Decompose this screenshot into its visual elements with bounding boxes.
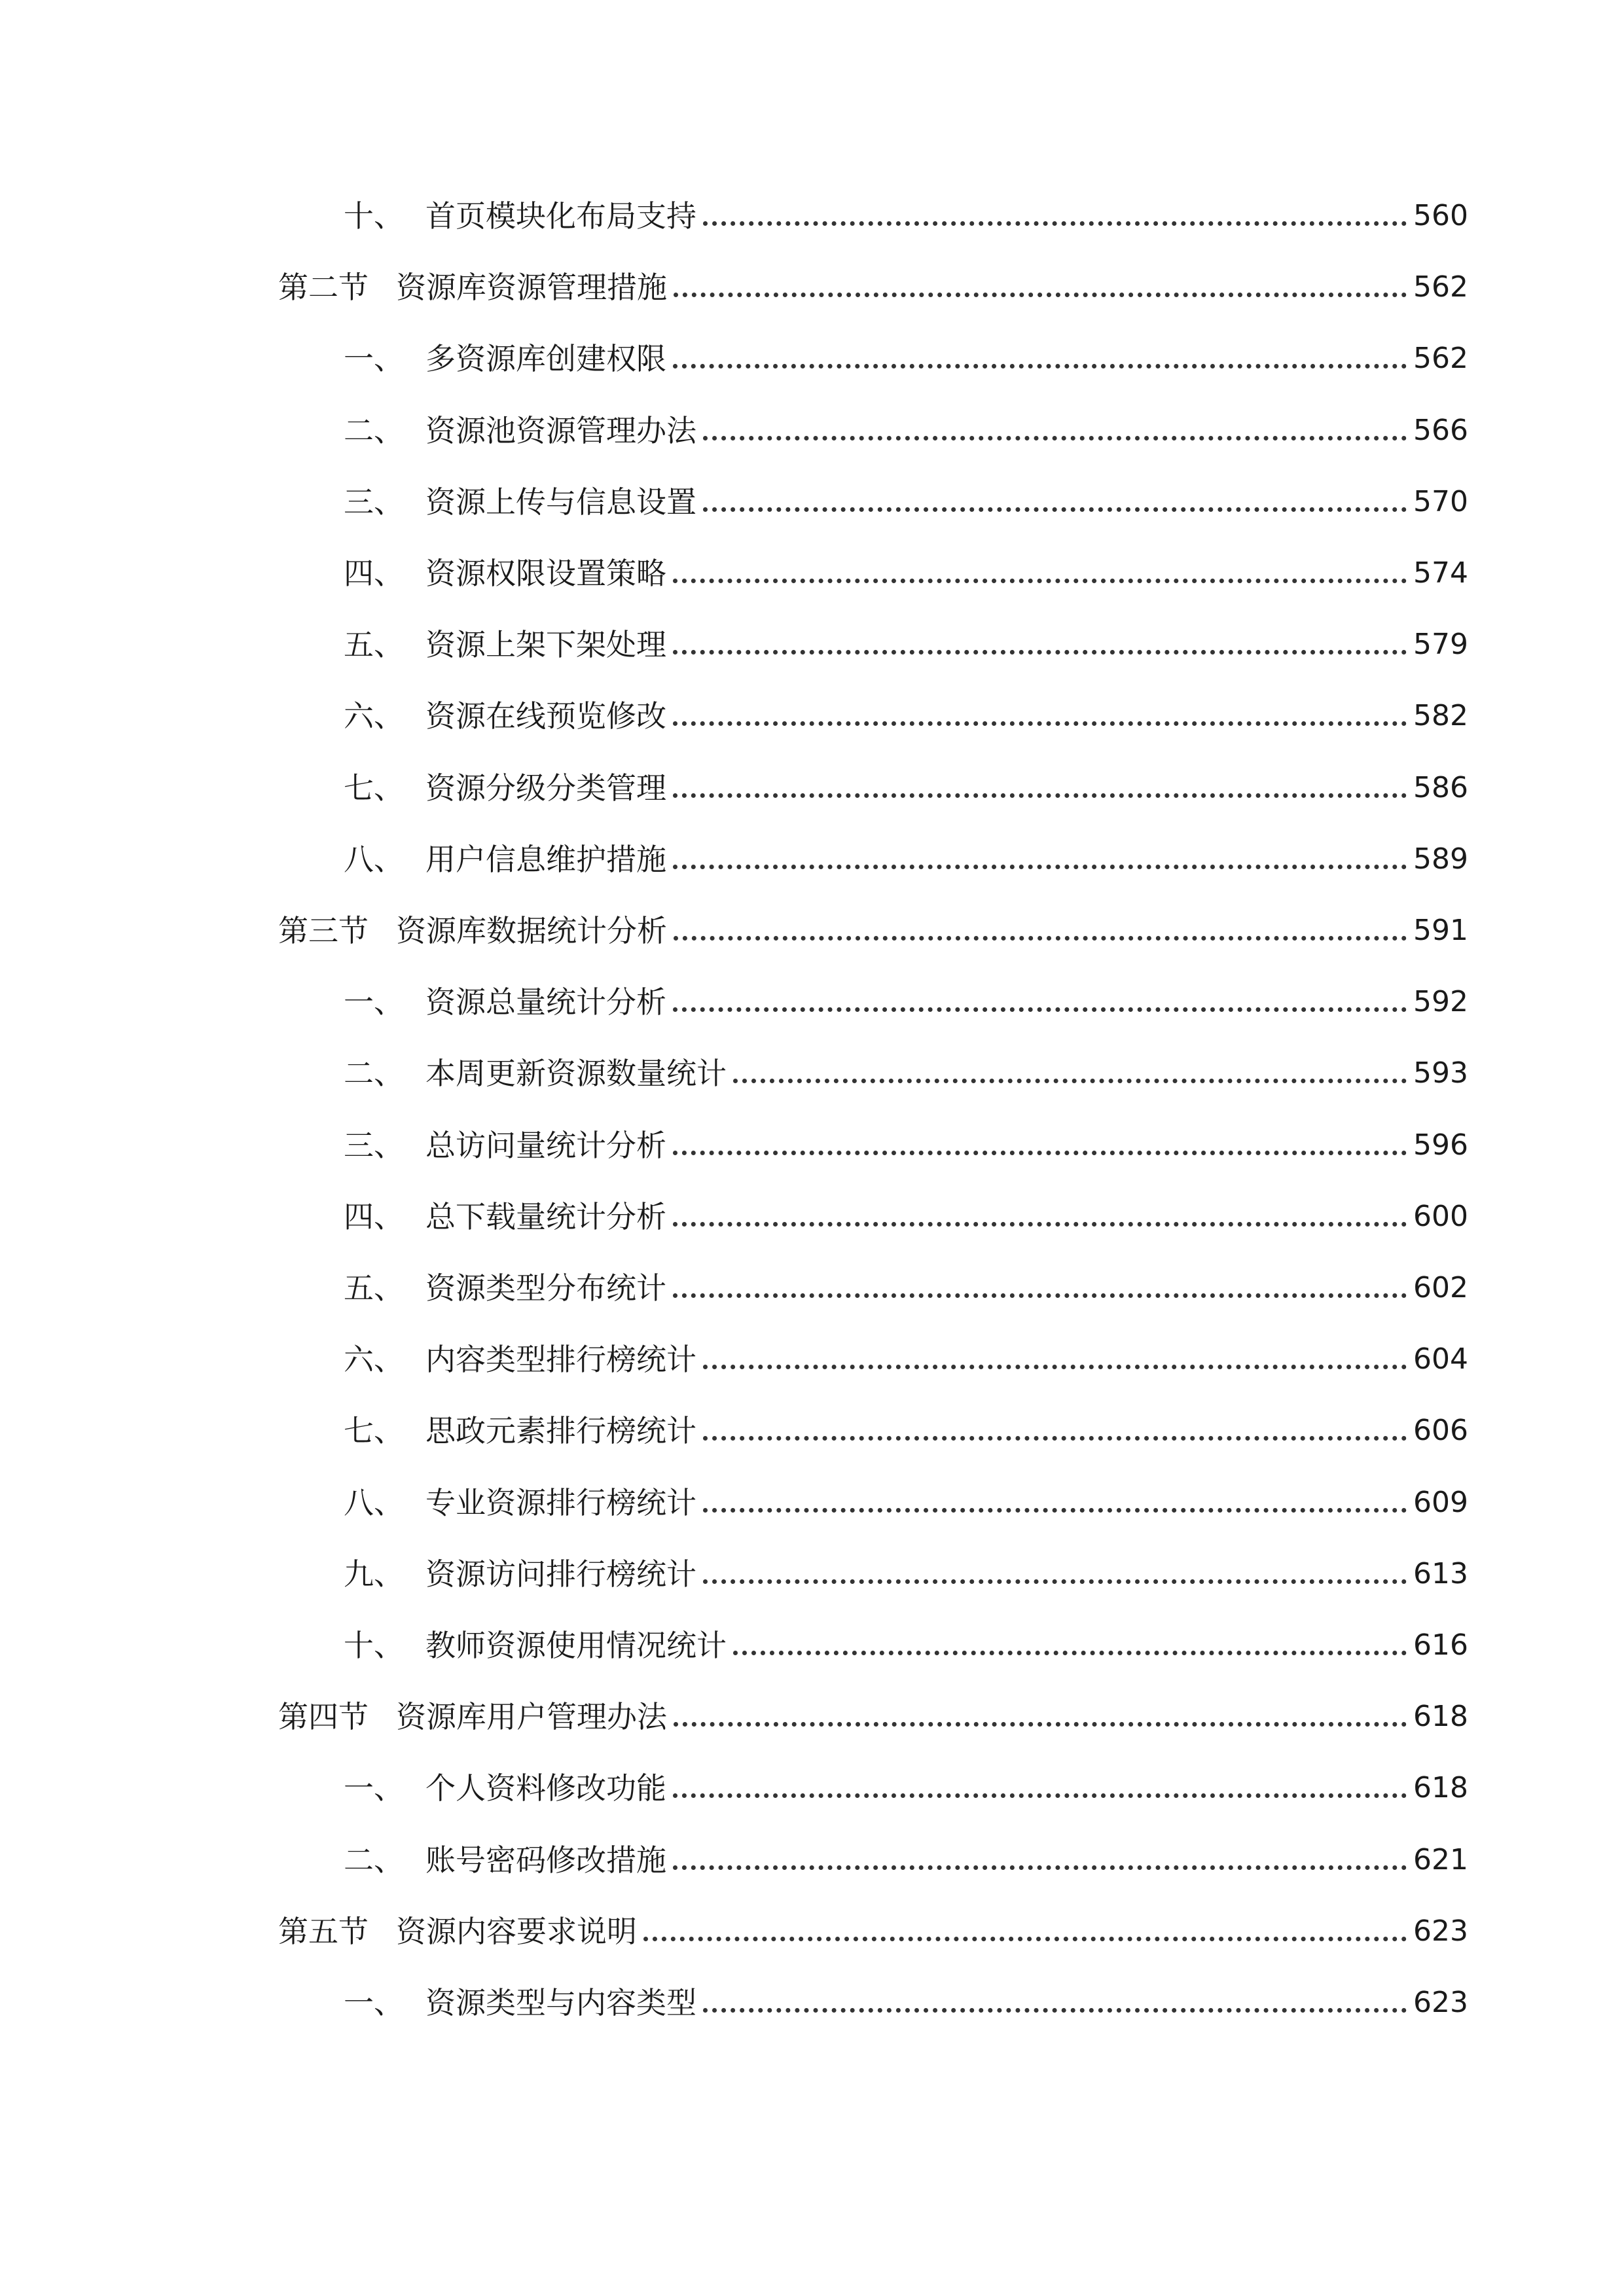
toc-dot-leader (703, 1408, 1407, 1454)
toc-entry-title: 首页模块化布局支持 (425, 198, 696, 234)
toc-entry-title: 资源分级分类管理 (425, 770, 666, 806)
toc-entry-number: 六、 (344, 698, 404, 734)
toc-subsection-entry[interactable] (344, 550, 1468, 596)
toc-entry-number: 第四节 (278, 1699, 369, 1735)
toc-entry-title: 专业资源排行榜统计 (425, 1484, 696, 1520)
toc-subsection-entry[interactable] (344, 1265, 1468, 1311)
toc-subsection-entry[interactable] (344, 1480, 1468, 1526)
toc-entry-number: 第二节 (278, 270, 369, 306)
toc-dot-leader (674, 1694, 1407, 1740)
toc-dot-leader (673, 1265, 1407, 1311)
toc-page-number: 606 (1413, 1414, 1468, 1448)
toc-entry-number: 二、 (344, 412, 404, 448)
toc-dot-leader (673, 765, 1407, 811)
toc-page-number: 596 (1413, 1128, 1468, 1162)
toc-subsection-entry[interactable] (344, 408, 1468, 454)
toc-subsection-entry[interactable] (344, 1050, 1468, 1096)
toc-entry-title: 资源上架下架处理 (425, 627, 666, 663)
toc-page-number: 618 (1413, 1700, 1468, 1734)
toc-dot-leader (733, 1623, 1407, 1668)
toc-entry-title: 资源总量统计分析 (425, 984, 666, 1020)
toc-entry-number: 三、 (344, 484, 404, 520)
toc-entry-title: 用户信息维护措施 (425, 841, 666, 877)
toc-entry-title: 资源访问排行榜统计 (425, 1556, 696, 1592)
toc-subsection-entry[interactable] (344, 765, 1468, 811)
toc-subsection-entry[interactable] (344, 1194, 1468, 1240)
toc-page-number: 566 (1413, 413, 1468, 447)
toc-subsection-entry[interactable] (344, 1122, 1468, 1168)
toc-dot-leader (673, 836, 1407, 882)
toc-dot-leader (673, 550, 1407, 596)
toc-entry-number: 七、 (344, 770, 404, 806)
toc-subsection-entry[interactable] (344, 693, 1468, 739)
toc-subsection-entry[interactable] (344, 193, 1468, 239)
toc-entry-number: 五、 (344, 627, 404, 663)
toc-subsection-entry[interactable] (344, 479, 1468, 525)
toc-entry-number: 五、 (344, 1270, 404, 1306)
toc-entry-number: 二、 (344, 1842, 404, 1878)
toc-subsection-entry[interactable] (344, 1336, 1468, 1382)
toc-page-number: 589 (1413, 842, 1468, 876)
toc-dot-leader (643, 1909, 1407, 1954)
toc-subsection-entry[interactable] (344, 336, 1468, 382)
toc-dot-leader (703, 479, 1407, 525)
toc-subsection-entry[interactable] (344, 836, 1468, 882)
toc-dot-leader (674, 264, 1407, 310)
toc-section-entry[interactable] (278, 1909, 1468, 1954)
toc-entry-number: 四、 (344, 1198, 404, 1234)
toc-dot-leader (703, 1336, 1407, 1382)
toc-page-number: 623 (1413, 1986, 1468, 2019)
toc-dot-leader (673, 1765, 1407, 1811)
toc-dot-leader (703, 1551, 1407, 1597)
toc-section-entry[interactable] (278, 1694, 1468, 1740)
toc-entry-title: 本周更新资源数量统计 (425, 1056, 727, 1092)
toc-dot-leader (673, 336, 1407, 382)
toc-page-number: 623 (1413, 1914, 1468, 1948)
toc-dot-leader (703, 408, 1407, 454)
toc-entry-number: 三、 (344, 1127, 404, 1163)
toc-dot-leader (673, 1122, 1407, 1168)
toc-entry-title: 账号密码修改措施 (425, 1842, 666, 1878)
toc-page-number: 586 (1413, 770, 1468, 804)
toc-entry-title: 资源类型与内容类型 (425, 1985, 696, 2020)
toc-entry-title: 资源上传与信息设置 (425, 484, 696, 520)
toc-page-number: 591 (1413, 914, 1468, 947)
toc-dot-leader (673, 1837, 1407, 1883)
toc-subsection-entry[interactable] (344, 1765, 1468, 1811)
toc-page-number: 604 (1413, 1342, 1468, 1376)
toc-subsection-entry[interactable] (344, 622, 1468, 668)
toc-entry-number: 十、 (344, 198, 404, 234)
toc-entry-number: 一、 (344, 341, 404, 377)
toc-dot-leader (703, 193, 1407, 239)
toc-entry-title: 资源内容要求说明 (396, 1913, 637, 1949)
toc-entry-number: 八、 (344, 841, 404, 877)
toc-entry-title: 思政元素排行榜统计 (425, 1413, 696, 1449)
toc-subsection-entry[interactable] (344, 1623, 1468, 1668)
toc-entry-title: 内容类型排行榜统计 (425, 1342, 696, 1378)
toc-subsection-entry[interactable] (344, 1551, 1468, 1597)
toc-dot-leader (733, 1050, 1407, 1096)
toc-section-entry[interactable] (278, 264, 1468, 310)
toc-page-number: 582 (1413, 699, 1468, 733)
toc-subsection-entry[interactable] (344, 1408, 1468, 1454)
toc-entry-title: 总下载量统计分析 (425, 1198, 666, 1234)
toc-page-number: 602 (1413, 1271, 1468, 1304)
toc-page-number: 579 (1413, 628, 1468, 662)
toc-dot-leader (673, 1194, 1407, 1240)
toc-entry-title: 教师资源使用情况统计 (425, 1628, 727, 1663)
toc-entry-number: 第三节 (278, 913, 369, 948)
toc-entry-title: 多资源库创建权限 (425, 341, 666, 377)
toc-page-number: 609 (1413, 1485, 1468, 1519)
toc-dot-leader (673, 979, 1407, 1025)
toc-entry-number: 十、 (344, 1628, 404, 1663)
toc-page-number: 618 (1413, 1771, 1468, 1805)
toc-entry-title: 资源类型分布统计 (425, 1270, 666, 1306)
toc-entry-title: 资源池资源管理办法 (425, 412, 696, 448)
toc-entry-number: 六、 (344, 1342, 404, 1378)
toc-page-number: 613 (1413, 1556, 1468, 1590)
toc-page-number: 560 (1413, 199, 1468, 232)
toc-entry-title: 资源库用户管理办法 (396, 1699, 667, 1735)
toc-page-number: 562 (1413, 342, 1468, 376)
toc-page-number: 616 (1413, 1628, 1468, 1662)
toc-page-number: 570 (1413, 484, 1468, 518)
toc-page-number: 593 (1413, 1056, 1468, 1090)
toc-entry-title: 资源库资源管理措施 (396, 270, 667, 306)
toc-entry-number: 一、 (344, 984, 404, 1020)
toc-page-number: 592 (1413, 985, 1468, 1019)
toc-entry-number: 第五节 (278, 1913, 369, 1949)
toc-subsection-entry[interactable] (344, 1980, 1468, 2026)
toc-dot-leader (703, 1980, 1407, 2026)
toc-dot-leader (673, 622, 1407, 668)
toc-entry-number: 八、 (344, 1484, 404, 1520)
toc-entry-number: 七、 (344, 1413, 404, 1449)
toc-entry-number: 九、 (344, 1556, 404, 1592)
toc-page-number: 574 (1413, 556, 1468, 590)
toc-page-number: 621 (1413, 1842, 1468, 1876)
toc-entry-number: 二、 (344, 1056, 404, 1092)
toc-entry-title: 资源库数据统计分析 (396, 913, 667, 948)
toc-entry-number: 四、 (344, 556, 404, 591)
toc-page-number: 600 (1413, 1199, 1468, 1233)
toc-dot-leader (673, 693, 1407, 739)
toc-dot-leader (703, 1480, 1407, 1526)
toc-entry-title: 资源权限设置策略 (425, 556, 666, 591)
toc-dot-leader (674, 908, 1407, 954)
toc-entry-number: 一、 (344, 1770, 404, 1806)
toc-entry-title: 资源在线预览修改 (425, 698, 666, 734)
toc-section-entry[interactable] (278, 908, 1468, 954)
toc-subsection-entry[interactable] (344, 1837, 1468, 1883)
toc-entry-number: 一、 (344, 1985, 404, 2020)
toc-entry-title: 总访问量统计分析 (425, 1127, 666, 1163)
toc-entry-title: 个人资料修改功能 (425, 1770, 666, 1806)
toc-page-number: 562 (1413, 270, 1468, 304)
toc-subsection-entry[interactable] (344, 979, 1468, 1025)
